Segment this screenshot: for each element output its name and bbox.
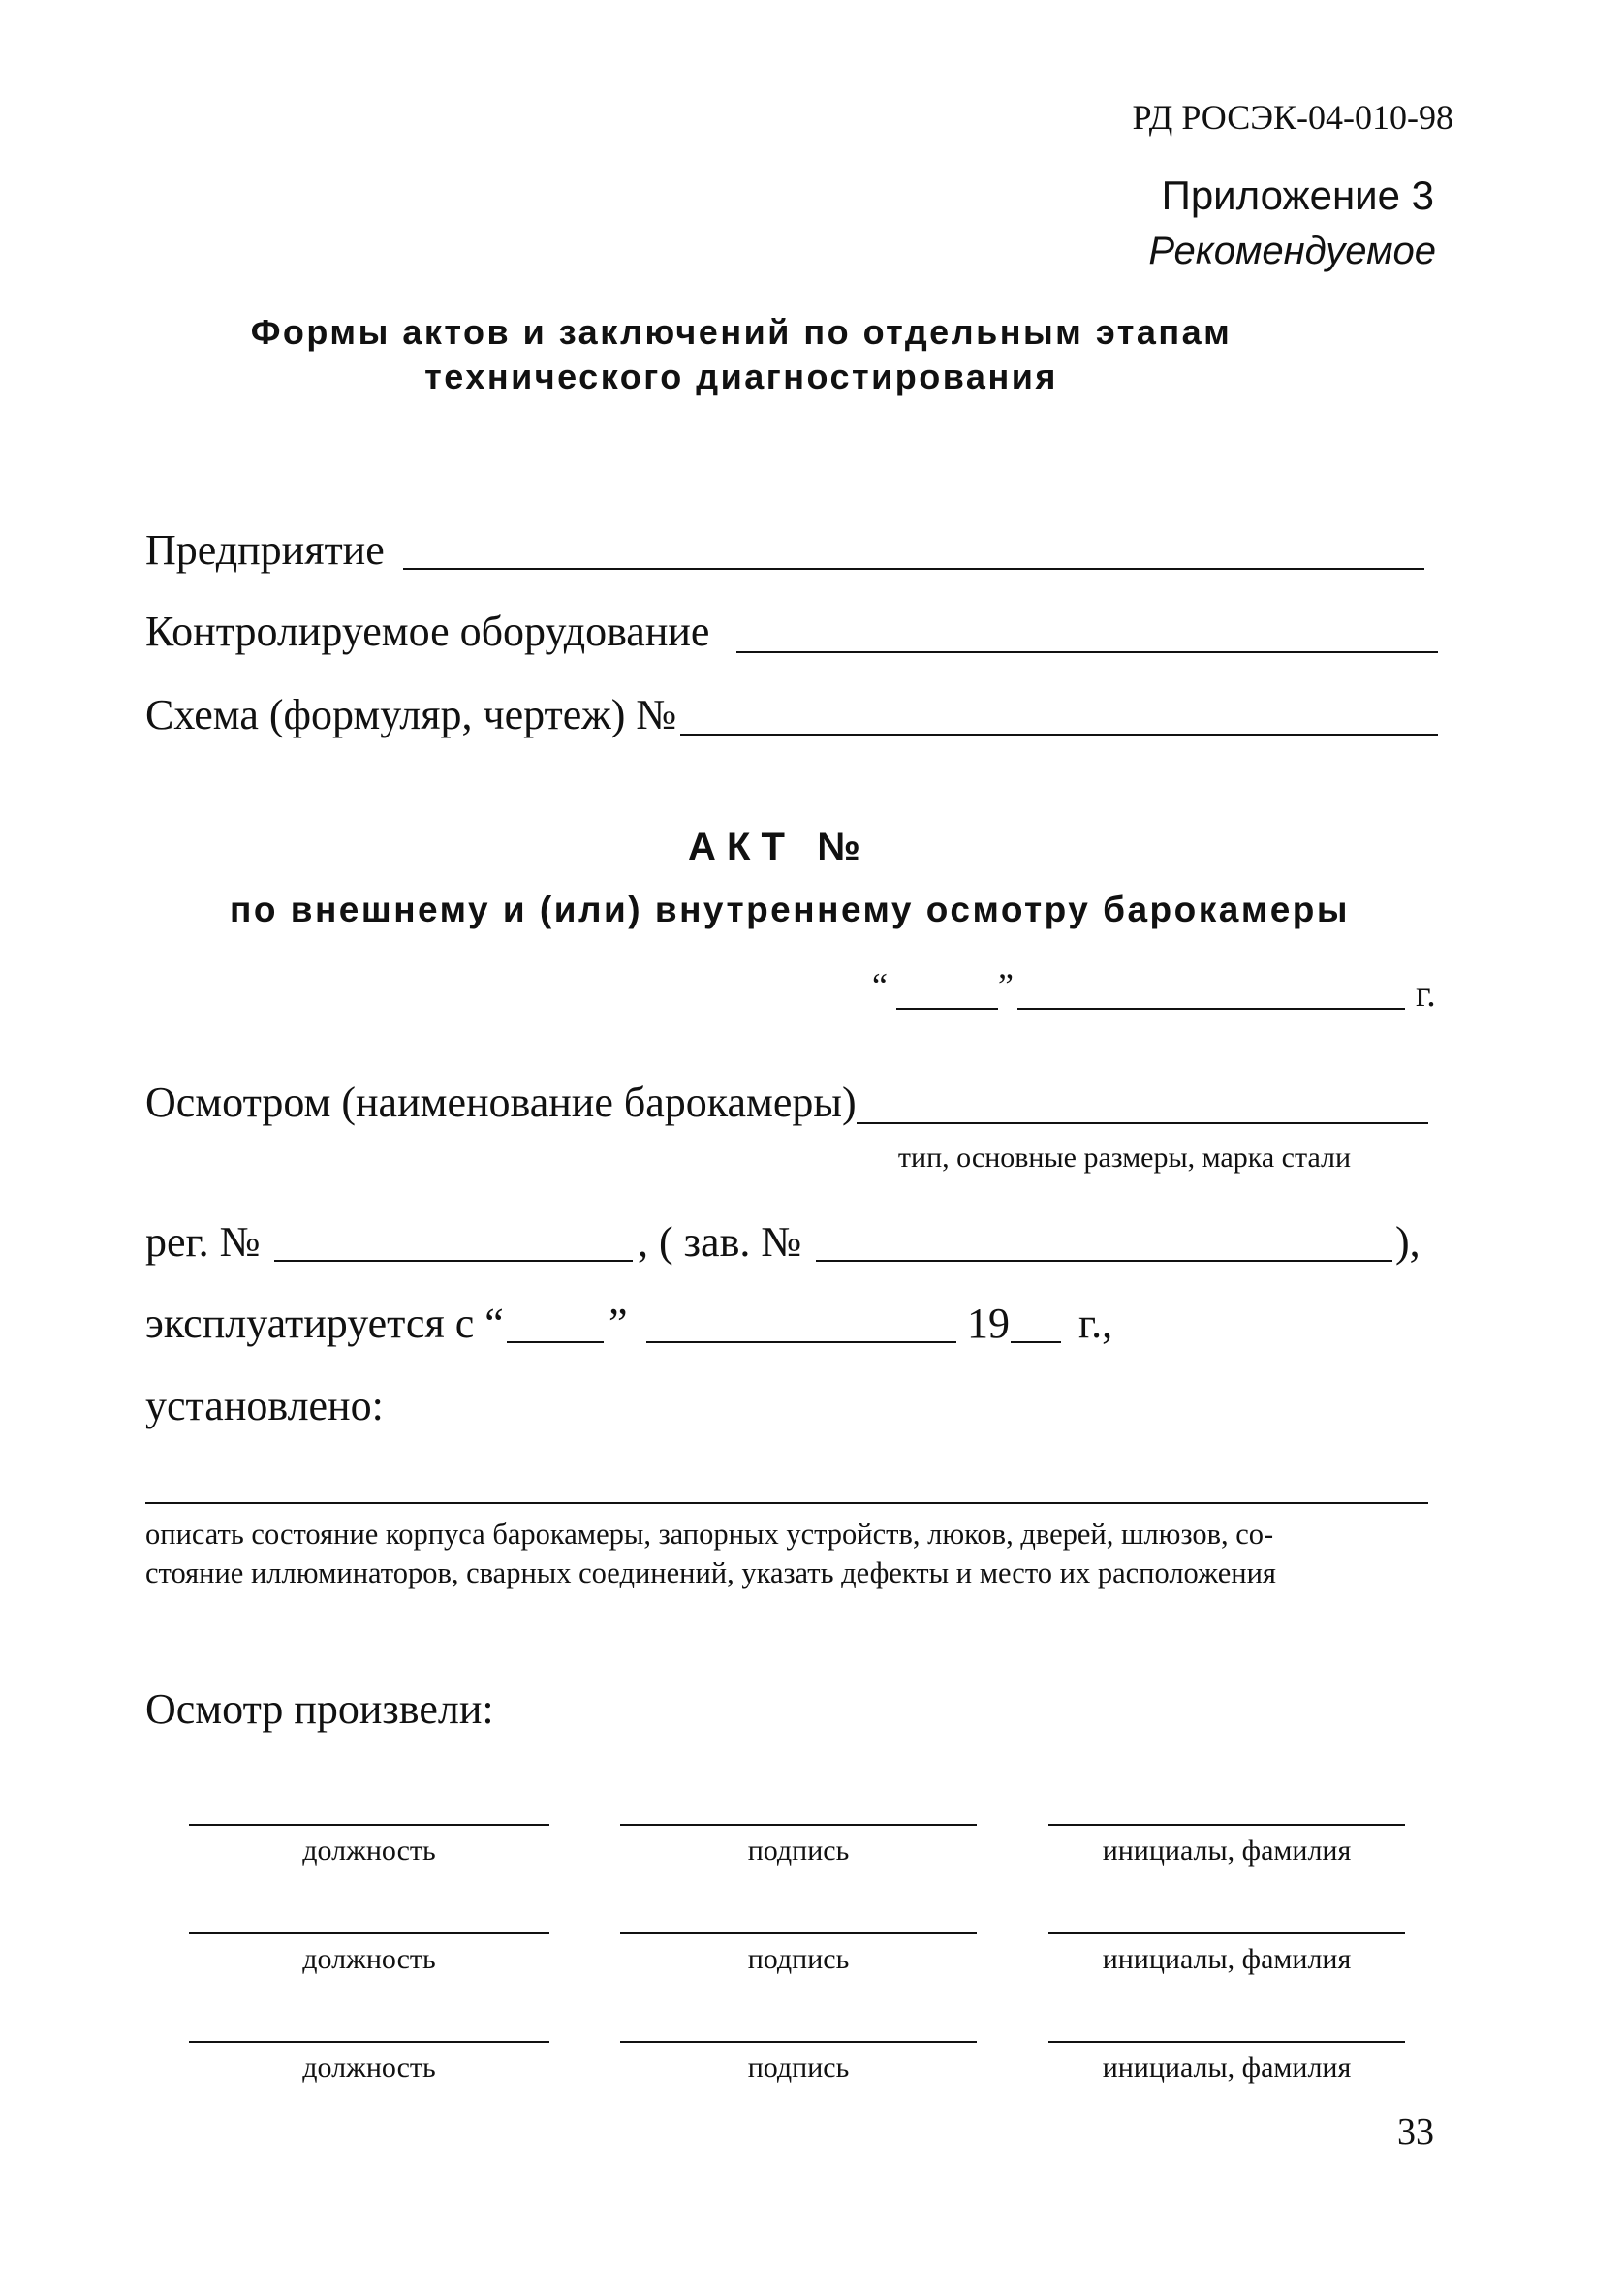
appendix-label: Приложение 3 <box>1161 173 1434 218</box>
describe-note-line1: описать состояние корпуса барокамеры, запорных устройств, люков, дверей, шлюзов, со- <box>145 1518 1274 1551</box>
position-line-1[interactable] <box>189 1824 549 1826</box>
date-day-line[interactable] <box>896 1008 998 1010</box>
name-line-1[interactable] <box>1048 1824 1405 1826</box>
signature-caption-2: подпись <box>747 1943 850 1975</box>
name-line-3[interactable] <box>1048 2041 1405 2043</box>
date-close-quote: ” <box>998 966 1014 1005</box>
scheme-input-line[interactable] <box>680 734 1438 736</box>
date-month-line[interactable] <box>1017 1008 1405 1010</box>
section-title-line2: технического диагностирования <box>424 357 1058 396</box>
act-title: А К Т № <box>688 826 860 868</box>
position-caption-1: должность <box>302 1835 436 1867</box>
inspection-caption: тип, основные размеры, марка стали <box>897 1142 1352 1174</box>
section-title-line1: Формы актов и заключений по отдельным этапам <box>250 312 1233 352</box>
name-caption-2: инициалы, фамилия <box>1102 1943 1352 1975</box>
date-year-suffix: г. <box>1416 974 1436 1015</box>
operated-century: 19 <box>967 1300 1010 1347</box>
name-caption-3: инициалы, фамилия <box>1102 2052 1352 2084</box>
inspection-input-line[interactable] <box>857 1122 1428 1124</box>
inspection-label: Осмотром (наименование барокамеры) <box>145 1079 857 1126</box>
operated-quote: ” <box>609 1300 628 1347</box>
operated-label: эксплуатируется с “ <box>145 1300 504 1347</box>
act-subtitle: по внешнему и (или) внутреннему осмотру барокамеры <box>229 890 1351 929</box>
scheme-label: Схема (формуляр, чертеж) № <box>145 691 677 738</box>
signature-line-2[interactable] <box>620 1932 977 1934</box>
reg-label: рег. № <box>145 1218 261 1266</box>
position-caption-2: должность <box>302 1943 436 1975</box>
signature-caption-1: подпись <box>747 1835 850 1867</box>
inspectors-label: Осмотр произвели: <box>145 1685 494 1733</box>
position-caption-3: должность <box>302 2052 436 2084</box>
enterprise-input-line[interactable] <box>403 568 1424 570</box>
operated-day-line[interactable] <box>507 1341 604 1343</box>
equipment-input-line[interactable] <box>736 651 1438 653</box>
established-input-line[interactable] <box>145 1502 1428 1504</box>
factory-close: ), <box>1395 1218 1421 1266</box>
signature-line-1[interactable] <box>620 1824 977 1826</box>
operated-year-line[interactable] <box>1011 1341 1061 1343</box>
position-line-2[interactable] <box>189 1932 549 1934</box>
date-open-quote: “ <box>872 966 888 1005</box>
reg-input-line[interactable] <box>274 1260 633 1262</box>
enterprise-label: Предприятие <box>145 526 385 574</box>
operated-month-line[interactable] <box>646 1341 956 1343</box>
name-caption-1: инициалы, фамилия <box>1102 1835 1352 1867</box>
position-line-3[interactable] <box>189 2041 549 2043</box>
operated-year-suffix: г., <box>1078 1300 1113 1347</box>
name-line-2[interactable] <box>1048 1932 1405 1934</box>
document-code: РД РОСЭК-04-010-98 <box>1132 98 1453 137</box>
factory-input-line[interactable] <box>816 1260 1392 1262</box>
signature-line-3[interactable] <box>620 2041 977 2043</box>
appendix-note: Рекомендуемое <box>1148 230 1436 272</box>
factory-label: , ( зав. № <box>638 1218 802 1266</box>
established-label: установлено: <box>145 1382 384 1429</box>
signature-caption-3: подпись <box>747 2052 850 2084</box>
page-number: 33 <box>1397 2112 1434 2152</box>
describe-note-line2: стояние иллюминаторов, сварных соединений, указать дефекты и место их расположения <box>145 1556 1276 1589</box>
equipment-label: Контролируемое оборудование <box>145 608 710 655</box>
